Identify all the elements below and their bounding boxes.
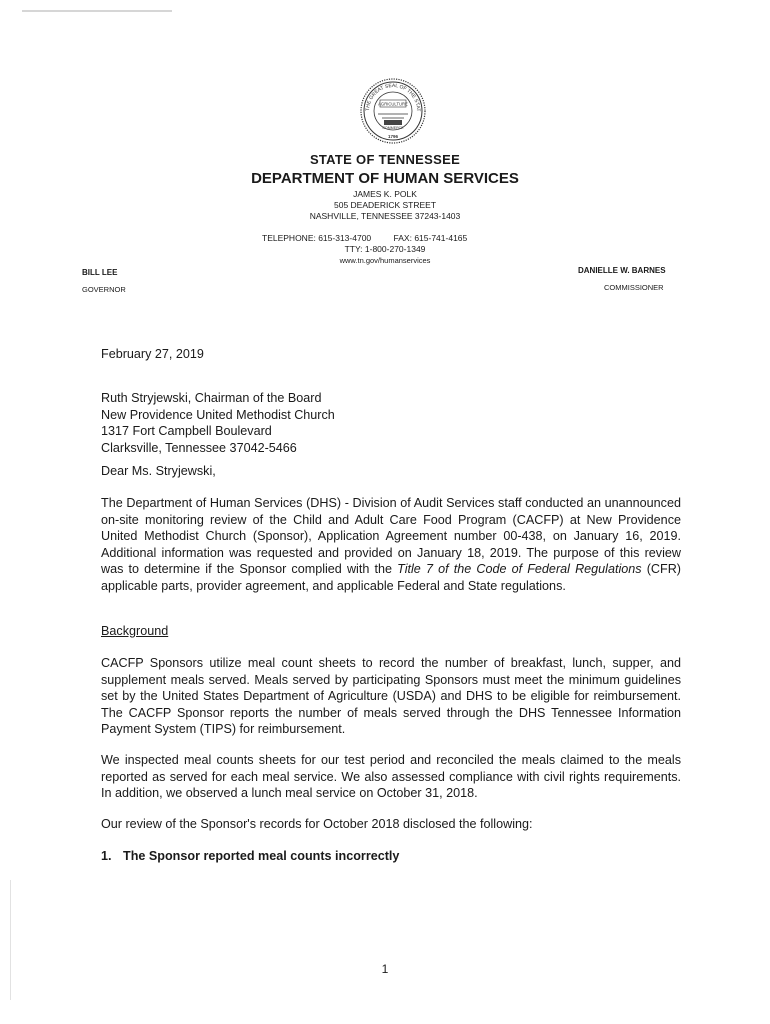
svg-text:COMMERCE: COMMERCE bbox=[382, 126, 404, 130]
paragraph-intro bbox=[101, 495, 681, 595]
scan-artifact-edge bbox=[10, 880, 11, 1000]
finding-number: 1. bbox=[101, 849, 112, 863]
cfr-title: Title 7 of the Code of Federal Regulations bbox=[397, 562, 642, 577]
recipient-line: Ruth Stryjewski, Chairman of the Board bbox=[101, 391, 322, 405]
scan-artifact-line bbox=[22, 10, 172, 12]
recipient-line: 1317 Fort Campbell Boulevard bbox=[101, 424, 272, 439]
paragraph-background: CACFP Sponsors utilize meal count sheets to record the number of breakfast, lunch, supper, and supplement meals served. Meals served by participating Sponsors must meet the minimum guidelines set by the United States Department of Agriculture (USDA) and DHS to be eligible for reimbursement. The CACFP Sponsor reports the number of meals served through the DHS Tennessee Information Payment System (TIPS) for reimbursement. bbox=[101, 656, 681, 737]
background-heading: Background bbox=[101, 624, 169, 638]
state-seal-logo bbox=[360, 78, 426, 144]
recipient-address bbox=[101, 390, 681, 456]
contact-line bbox=[262, 233, 467, 243]
city-address: NASHVILLE, TENNESSEE 37243-1403 bbox=[309, 211, 461, 221]
website: www.tn.gov/humanservices bbox=[339, 256, 431, 265]
fax: FAX: 615-741-4165 bbox=[393, 233, 468, 243]
telephone: TELEPHONE: 615-313-4700 bbox=[262, 233, 372, 243]
paragraph-intro-text-end: (CFR) applicable parts, provider agreement, and applicable Federal and State regulations. bbox=[101, 562, 681, 593]
paragraph-findings-intro: Our review of the Sponsor's records for October 2018 disclosed the following: bbox=[101, 817, 533, 831]
recipient-line: Clarksville, Tennessee 37042-5466 bbox=[101, 440, 297, 455]
state-heading: STATE OF TENNESSEE bbox=[309, 152, 461, 167]
tty: TTY: 1-800-270-1349 bbox=[344, 244, 426, 254]
governor-title: GOVERNOR bbox=[82, 285, 126, 294]
paragraph-method: We inspected meal counts sheets for our test period and reconciled the meals claimed to the meals reported as served for each meal service. We also assessed compliance with civil rights requirements. In addition, we observed a lunch meal service on October 31, 2018. bbox=[101, 753, 681, 801]
street-address: 505 DEADERICK STREET bbox=[333, 200, 437, 210]
salutation: Dear Ms. Stryjewski, bbox=[101, 464, 216, 478]
paragraph-intro-text: The Department of Human Services (DHS) - Division of Audit Services staff conducted an unannounced on-site monitoring review of the Child and Adult Care Food Program (CACFP) at New Providence United Methodist Church (Sponsor), Application Agreement number 00-438, on January 16, 2019. Additional information was requested and provided on January 18, 2019. The purpose of this review was to determine if the Sponsor complied with the bbox=[101, 496, 681, 577]
svg-text:AGRICULTURE: AGRICULTURE bbox=[378, 101, 408, 107]
commissioner-title: COMMISSIONER bbox=[604, 283, 664, 292]
department-heading: DEPARTMENT OF HUMAN SERVICES bbox=[251, 170, 519, 187]
governor-name: BILL LEE bbox=[82, 268, 118, 277]
letter-date: February 27, 2019 bbox=[101, 347, 204, 361]
svg-text:THE GREAT SEAL OF THE STATE OF: THE GREAT SEAL OF THE STAT bbox=[364, 82, 422, 112]
commissioner-name: DANIELLE W. BARNES bbox=[578, 266, 666, 275]
recipient-line: New Providence United Methodist Church bbox=[101, 407, 335, 422]
finding-title: The Sponsor reported meal counts incorrectly bbox=[123, 849, 400, 863]
building-name: JAMES K. POLK bbox=[353, 189, 417, 199]
page-number: 1 bbox=[381, 962, 389, 976]
finding-1 bbox=[101, 848, 681, 865]
svg-text:1796: 1796 bbox=[387, 134, 399, 139]
